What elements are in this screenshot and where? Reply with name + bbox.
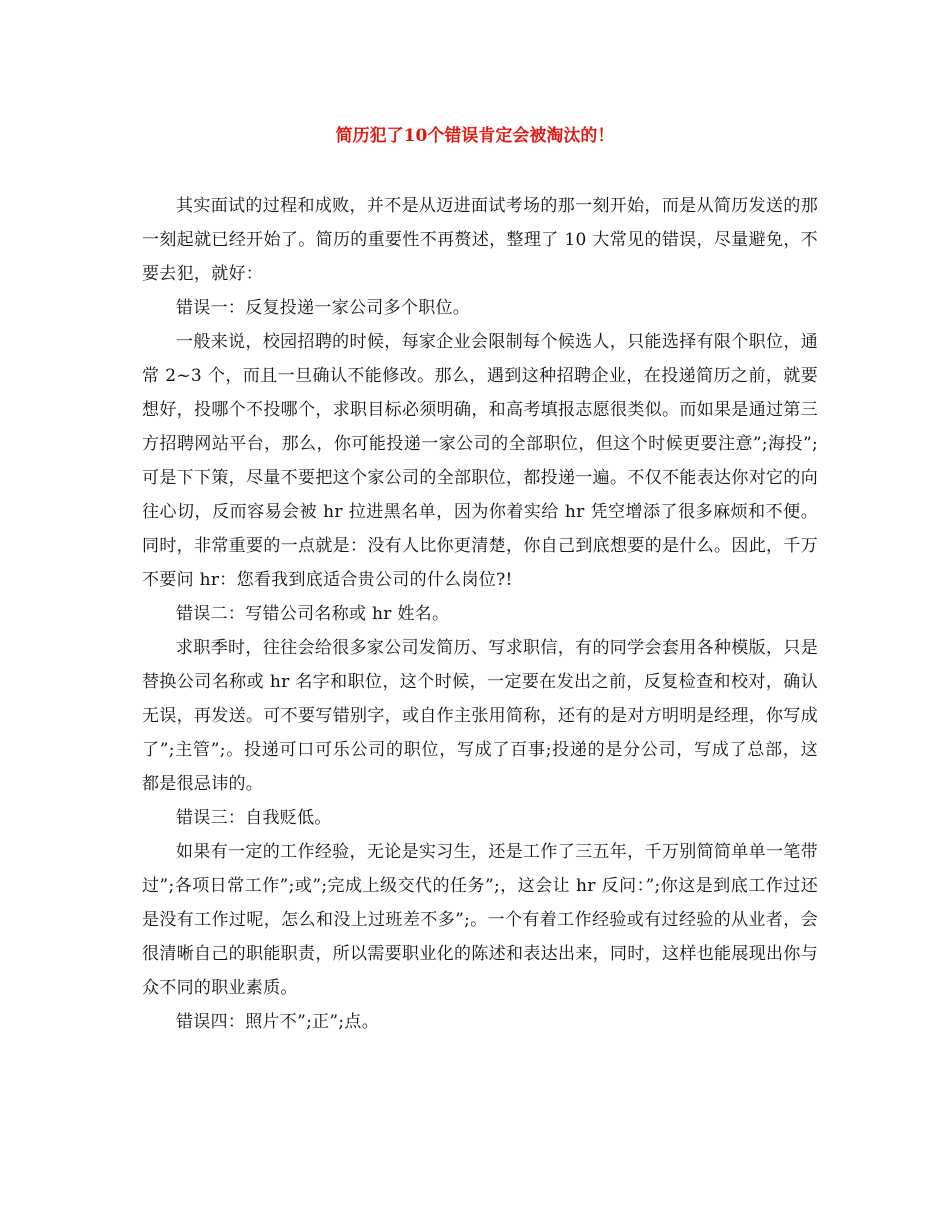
document-title: 简历犯了10个错误肯定会被淘汰的！ bbox=[335, 126, 615, 146]
mistake-3-paragraph: 如果有一定的工作经验，无论是实习生，还是工作了三五年，千万别简简单单一笔带过”;各项日常工作”;或”;完成上级交代的任务”;，这会让 hr 反问：”;你这是到底工作过还是没有工作过呢，怎么和没上过班差不多”;。一个有着工作经验或有过经验的从业者，会很清晰自己的职能职责，所以需要职业化的陈述和表达出来，同时，这样也能展现出你与众不同的职业素质。 bbox=[142, 842, 818, 998]
mistake-1-heading: 错误一：反复投递一家公司多个职位。 bbox=[176, 298, 471, 318]
document-body bbox=[142, 189, 818, 1039]
intro-paragraph: 其实面试的过程和成败，并不是从迈进面试考场的那一刻开始，而是从简历发送的那一刻起就已经开始了。简历的重要性不再赘述，整理了 10 大常见的错误，尽量避免，不要去犯，就好： bbox=[142, 196, 818, 284]
mistake-4-heading: 错误四：照片不”;正”;点。 bbox=[176, 1012, 380, 1032]
mistake-1-paragraph: 一般来说，校园招聘的时候，每家企业会限制每个候选人，只能选择有限个职位，通常 2~3 个，而且一旦确认不能修改。那么，遇到这种招聘企业，在投递简历之前，就要想好，投哪个不投哪个，求职目标必须明确，和高考填报志愿很类似。而如果是通过第三方招聘网站平台，那么，你可能投递一家公司的全部职位，但这个时候更要注意”;海投”;可是下下策，尽量不要把这个家公司的全部职位，都投递一遍。不仅不能表达你对它的向往心切，反而容易会被 hr 拉进黑名单，因为你着实给 hr 凭空增添了很多麻烦和不便。同时，非常重要的一点就是：没有人比你更清楚，你自己到底想要的是什么。因此，千万不要问 hr：您看我到底适合贵公司的什么岗位?! bbox=[142, 332, 818, 590]
mistake-3-heading: 错误三：自我贬低。 bbox=[176, 808, 332, 828]
mistake-2-paragraph: 求职季时，往往会给很多家公司发简历、写求职信，有的同学会套用各种模版，只是替换公司名称或 hr 名字和职位，这个时候，一定要在发出之前，反复检查和校对，确认无误，再发送。可不要写错别字，或自作主张用简称，还有的是对方明明是经理，你写成了”;主管”;。投递可口可乐公司的职位，写成了百事;投递的是分公司，写成了总部，这都是很忌讳的。 bbox=[142, 638, 818, 794]
mistake-2-heading: 错误二：写错公司名称或 hr 姓名。 bbox=[176, 604, 450, 624]
